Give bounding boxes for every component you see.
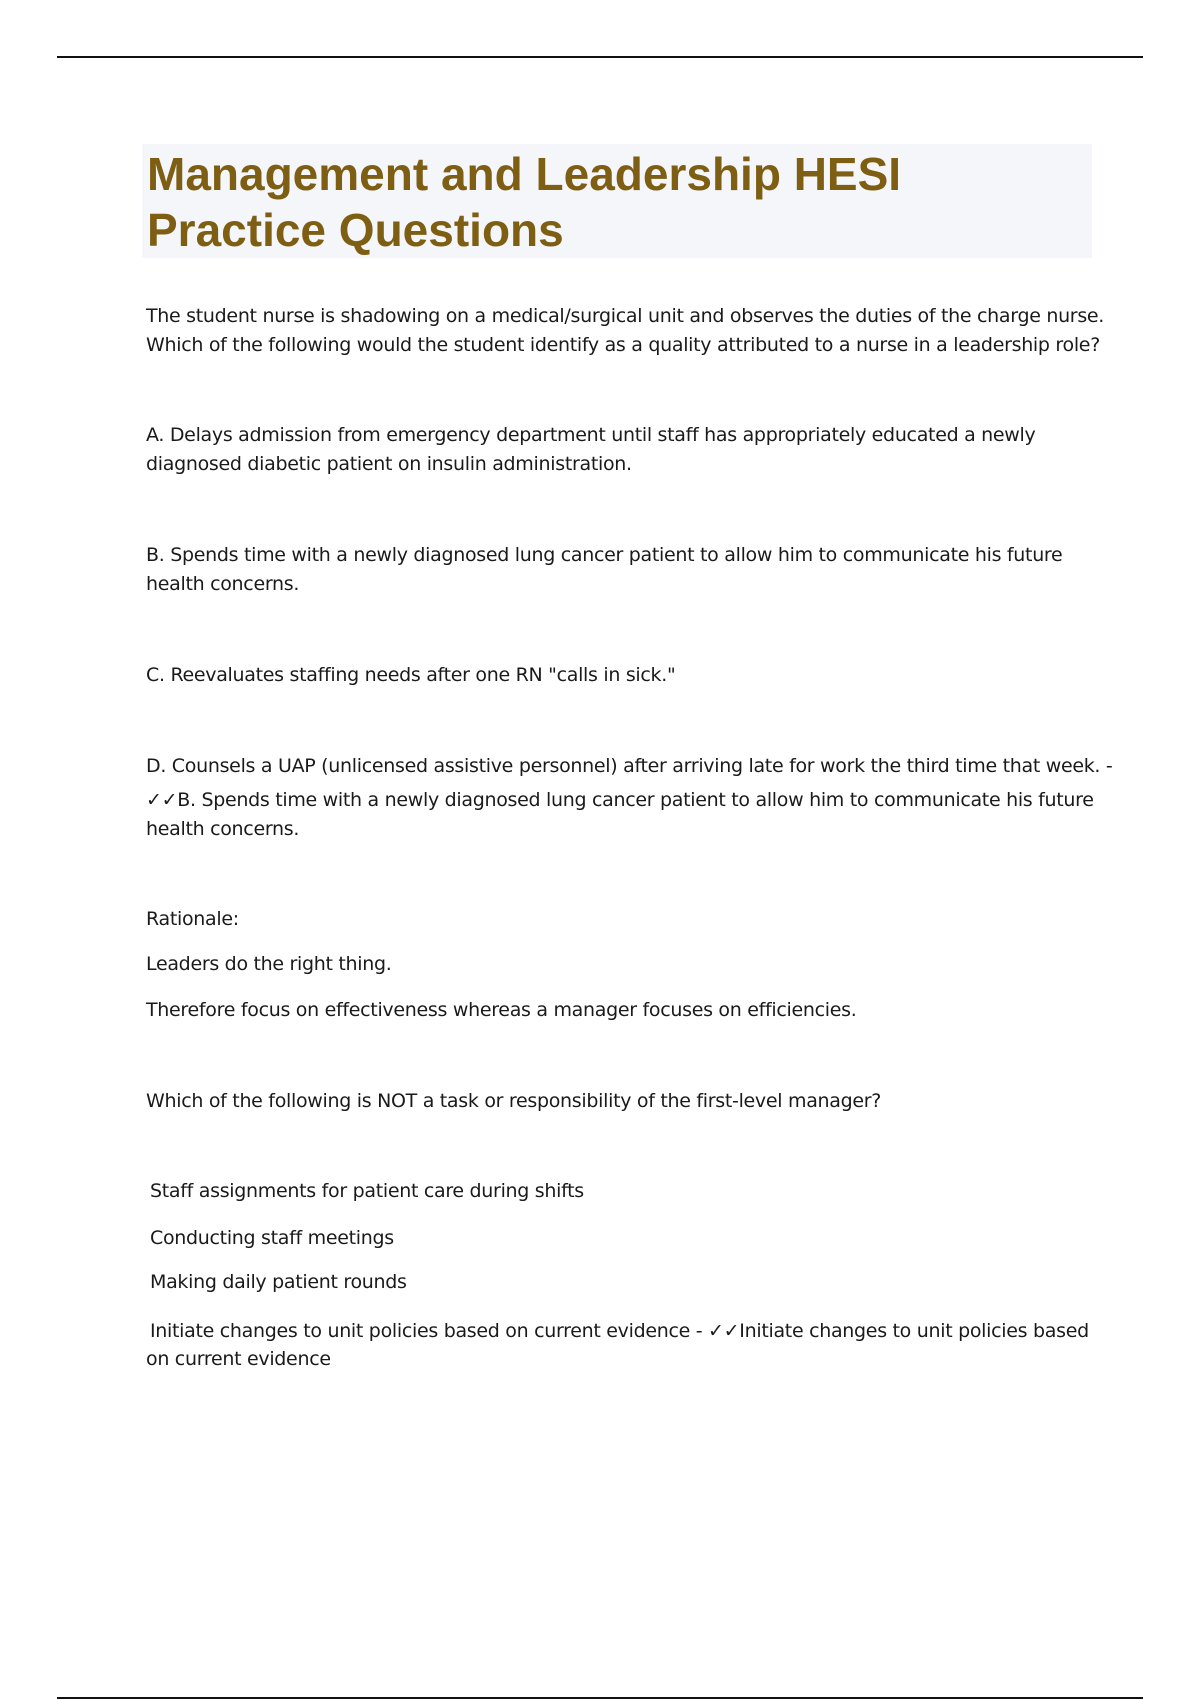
q2-option-2: Conducting staff meetings: [150, 1227, 394, 1249]
q1-option-b-line-2: health concerns.: [146, 573, 300, 595]
q1-stem-line-2: Which of the following would the student identify as a quality attributed to a nurse in a leadership role?: [146, 334, 1100, 356]
q1-rationale-label: Rationale:: [146, 908, 239, 930]
q2-option-4-line-2: on current evidence: [146, 1348, 331, 1370]
q1-rationale-line-2: Therefore focus on effectiveness whereas a manager focuses on efficiencies.: [146, 999, 857, 1021]
header-rule: [57, 56, 1143, 58]
q2-option-4-line-1: Initiate changes to unit policies based on current evidence - ✓✓Initiate changes to unit policies based: [150, 1320, 1089, 1342]
q1-answer-line-2: health concerns.: [146, 818, 300, 840]
q1-option-c: C. Reevaluates staffing needs after one RN "calls in sick.": [146, 664, 676, 686]
q2-option-3: Making daily patient rounds: [150, 1271, 407, 1293]
q1-answer-line-1: ✓✓B. Spends time with a newly diagnosed lung cancer patient to allow him to communicate his future: [146, 789, 1094, 811]
q1-stem-line-1: The student nurse is shadowing on a medical/surgical unit and observes the duties of the charge nurse.: [146, 305, 1105, 327]
title-line-2: Practice Questions: [147, 204, 564, 256]
q1-option-b-line-1: B. Spends time with a newly diagnosed lung cancer patient to allow him to communicate his future: [146, 544, 1063, 566]
q1-option-a-line-2: diagnosed diabetic patient on insulin administration.: [146, 453, 632, 475]
q2-option-1: Staff assignments for patient care during shifts: [150, 1180, 584, 1202]
q2-stem: Which of the following is NOT a task or responsibility of the first-level manager?: [146, 1090, 882, 1112]
q1-option-d-line-1: D. Counsels a UAP (unlicensed assistive personnel) after arriving late for work the third time that week. -: [146, 755, 1113, 777]
q1-rationale-line-1: Leaders do the right thing.: [146, 953, 392, 975]
footer-rule: [57, 1697, 1143, 1699]
q1-option-a-line-1: A. Delays admission from emergency department until staff has appropriately educated a newly: [146, 424, 1036, 446]
title-line-1: Management and Leadership HESI: [147, 148, 902, 200]
page-title: [147, 146, 1087, 258]
